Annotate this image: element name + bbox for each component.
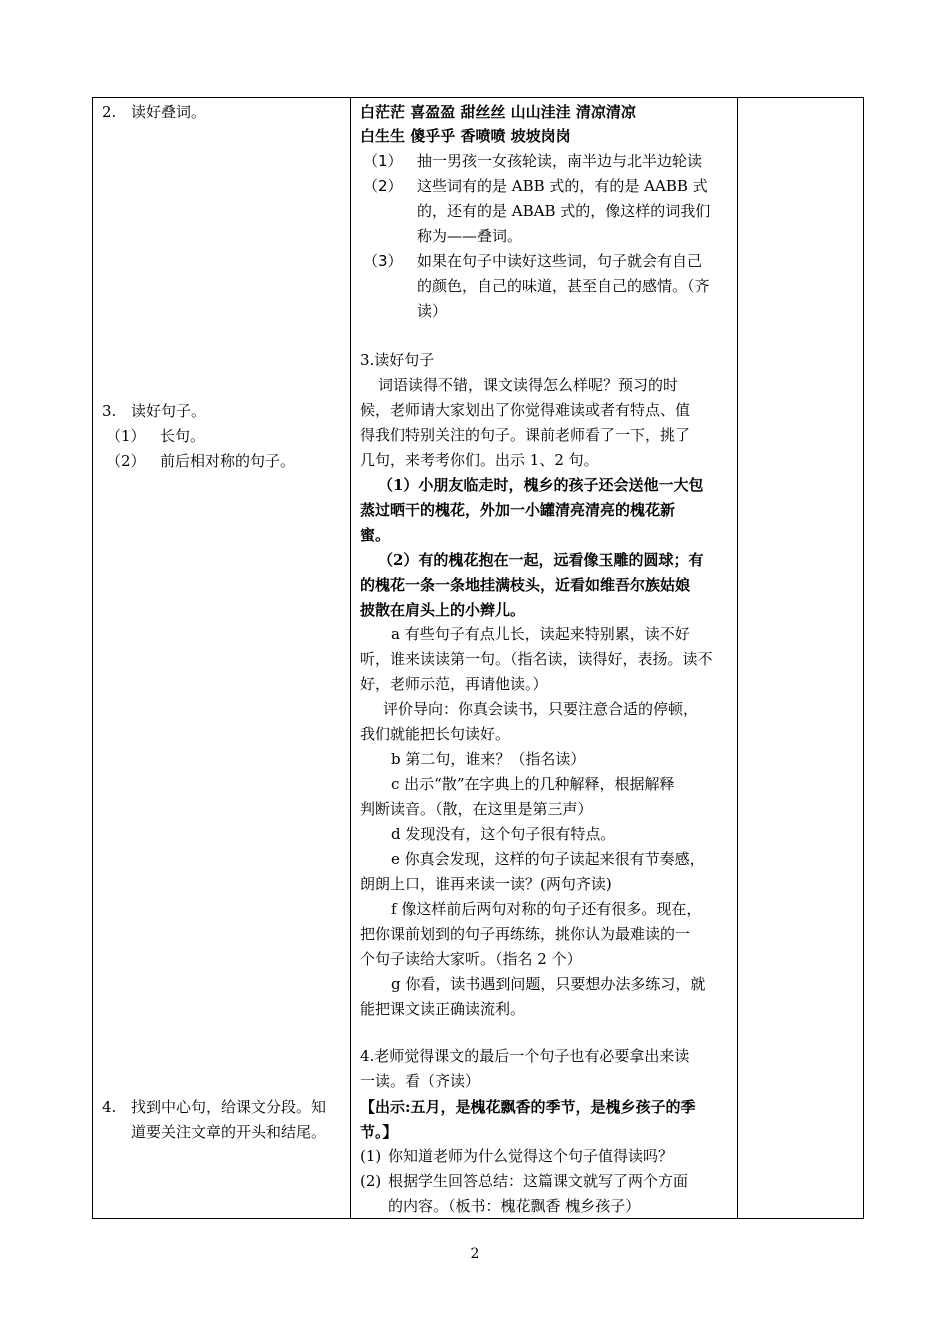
evaluation-line1: 评价导向：你真会读书，只要注意合适的停顿， — [383, 700, 699, 718]
show-sentence-line1: 【出示:五月，是槐花飘香的季节，是槐乡孩子的季 — [360, 1098, 696, 1116]
notes-column — [738, 98, 864, 1219]
step-e-line1: e 你真会发现，这样的句子读起来很有节奏感， — [391, 850, 705, 868]
item3-number: 3. — [102, 402, 117, 420]
page-number: 2 — [470, 1246, 480, 1262]
sentence1-line2: 蒸过晒干的槐花，外加一小罐清亮清亮的槐花新 — [360, 501, 676, 519]
step1-text: 抽一男孩一女孩轮读，南半边与北半边轮读 — [417, 152, 703, 170]
step-d: d 发现没有，这个句子很有特点。 — [391, 825, 616, 843]
step2-line2: 的，还有的是 ABAB 式的，像这样的词我们 — [417, 202, 711, 220]
evaluation-line2: 我们就能把长句读好。 — [360, 725, 511, 743]
step2-number: （2） — [363, 177, 403, 195]
show-sentence-line2: 节。】 — [360, 1123, 398, 1141]
step1-number: （1） — [363, 152, 403, 170]
item2-number: 2. — [102, 103, 117, 121]
step3-line2: 的颜色，自己的味道，甚至自己的感情。（齐 — [417, 277, 710, 295]
step3-number: （3） — [363, 252, 403, 270]
intro-line3: 得我们特别关注的句子。课前老师看了一下，挑了 — [360, 426, 691, 444]
question1-number: (1) — [360, 1147, 382, 1165]
item3-sub1-number: （1） — [106, 427, 146, 445]
sentence1-line1: （1）小朋友临走时，槐乡的孩子还会送他一大包 — [378, 476, 704, 494]
item4-line2: 道要关注文章的开头和结尾。 — [131, 1123, 327, 1141]
sentence2-line3: 披散在肩头上的小辫儿。 — [360, 601, 526, 619]
item2-text: 读好叠词。 — [131, 103, 207, 121]
step-c-line1: c 出示“散”在字典上的几种解释，根据解释 — [391, 775, 675, 793]
item4-number: 4. — [102, 1098, 117, 1116]
step-f-line3: 个句子读给大家听。（指名 2 个） — [360, 950, 582, 968]
sentence2-line1: （2）有的槐花抱在一起，远看像玉雕的圆球；有 — [378, 551, 704, 569]
goals-column — [93, 98, 351, 1219]
step-a-line3: 好，老师示范，再请他读。） — [360, 675, 548, 693]
question2-number: (2) — [360, 1172, 382, 1190]
step3-line1: 如果在句子中读好这些词，句子就会有自己 — [417, 252, 703, 270]
sentence2-line2: 的槐花一条一条地挂满枝头，近看如维吾尔族姑娘 — [360, 576, 691, 594]
reduplicated-words-line1: 白茫茫 喜盈盈 甜丝丝 山山洼洼 清凉清凉 — [360, 103, 636, 121]
section4-line1: 4.老师觉得课文的最后一个句子也有必要拿出来读 — [360, 1047, 690, 1065]
item4-line1: 找到中心句，给课文分段。知 — [131, 1098, 327, 1116]
section3-title: 3.读好句子 — [360, 351, 435, 369]
reduplicated-words-line2: 白生生 傻乎乎 香喷喷 坡坡岗岗 — [360, 127, 571, 145]
process-column — [351, 98, 738, 1219]
step2-line3: 称为——叠词。 — [417, 227, 523, 245]
intro-line4: 几句，来考考你们。出示 1、2 句。 — [360, 451, 599, 469]
step-c-line2: 判断读音。（散，在这里是第三声） — [360, 800, 593, 818]
step-b: b 第二句，谁来？（指名读） — [391, 750, 586, 768]
step-f-line1: f 像这样前后两句对称的句子还有很多。现在， — [391, 900, 702, 918]
item3-sub1-text: 长句。 — [160, 427, 206, 445]
step3-line3: 读） — [417, 302, 448, 320]
table-row — [93, 98, 864, 1219]
question1-text: 你知道老师为什么觉得这个句子值得读吗？ — [388, 1147, 674, 1165]
sentence1-line3: 蜜。 — [360, 526, 391, 544]
intro-line2: 候，老师请大家划出了你觉得难读或者有特点、值 — [360, 401, 691, 419]
question2-line1: 根据学生回答总结：这篇课文就写了两个方面 — [388, 1172, 689, 1190]
item3-sub2-number: （2） — [106, 452, 146, 470]
question2-line2: 的内容。（板书：槐花飘香 槐乡孩子） — [388, 1197, 641, 1215]
section4-line2: 一读。看（齐读） — [360, 1072, 481, 1090]
lesson-plan-table — [92, 97, 864, 1219]
step-e-line2: 朗朗上口，谁再来读一读？(两句齐读) — [360, 875, 612, 893]
step-f-line2: 把你课前划到的句子再练练，挑你认为最难读的一 — [360, 925, 691, 943]
item3-sub2-text: 前后相对称的句子。 — [160, 452, 296, 470]
step-g-line1: g 你看，读书遇到问题，只要想办法多练习，就 — [391, 975, 706, 993]
step-a-line1: a 有些句子有点儿长，读起来特别累，读不好 — [391, 625, 690, 643]
step-g-line2: 能把课文读正确读流利。 — [360, 1000, 526, 1018]
intro-line1: 词语读得不错，课文读得怎么样呢？预习的时 — [378, 376, 679, 394]
step2-line1: 这些词有的是 ABB 式的，有的是 AABB 式 — [417, 177, 708, 195]
item3-text: 读好句子。 — [131, 402, 207, 420]
step-a-line2: 听，谁来读读第一句。（指名读，读得好，表扬。读不 — [360, 650, 713, 668]
